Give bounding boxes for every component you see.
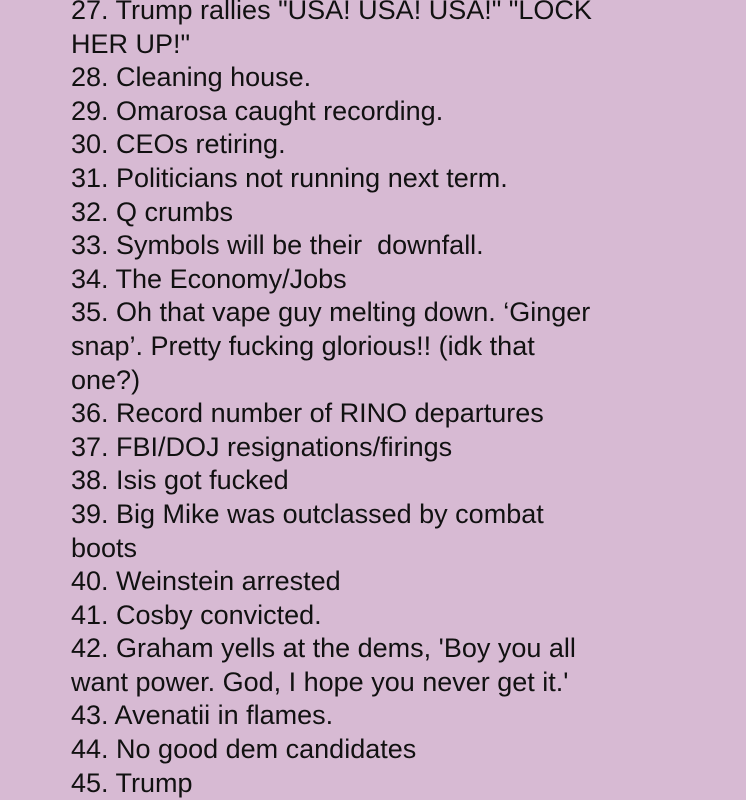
list-item-line: one?) <box>71 364 141 395</box>
list-item-line: 42. Graham yells at the dems, 'Boy you all <box>71 633 576 664</box>
list-item <box>71 599 671 633</box>
list-item-line: 29. Omarosa caught recording. <box>71 95 444 126</box>
numbered-list <box>71 0 671 800</box>
list-item <box>71 565 671 599</box>
list-item <box>71 296 671 397</box>
list-item-line: boots <box>71 532 138 563</box>
list-item-line: 36. Record number of RINO departures <box>71 398 544 429</box>
list-item <box>71 397 671 431</box>
list-item-line: 34. The Economy/Jobs <box>71 263 347 294</box>
list-item <box>71 95 671 129</box>
list-item-line: 31. Politicians not running next term. <box>71 162 508 193</box>
list-item <box>71 632 671 699</box>
list-item-line: HER UP!" <box>71 28 191 59</box>
list-item <box>71 229 671 263</box>
list-item-line: 35. Oh that vape guy melting down. ‘Ginger <box>71 297 591 328</box>
list-item-line: 28. Cleaning house. <box>71 62 312 93</box>
list-item <box>71 128 671 162</box>
list-item <box>71 767 671 800</box>
list-item <box>71 733 671 767</box>
list-item-line: 30. CEOs retiring. <box>71 129 286 160</box>
list-item <box>71 498 671 565</box>
list-item <box>71 431 671 465</box>
list-item <box>71 196 671 230</box>
list-item-line: 39. Big Mike was outclassed by combat <box>71 498 544 529</box>
list-item-line: 32. Q crumbs <box>71 196 234 227</box>
list-item-line: 40. Weinstein arrested <box>71 566 341 597</box>
list-item-line: 33. Symbols will be their downfall. <box>71 230 484 261</box>
list-item-line: want power. God, I hope you never get it.' <box>71 666 569 697</box>
list-item-line: 44. No good dem candidates <box>71 734 417 765</box>
list-item-line: snap’. Pretty fucking glorious!! (idk that <box>71 330 535 361</box>
list-item-line: 27. Trump rallies "USA! USA! USA!" "LOCK <box>71 0 592 25</box>
list-item-line: 45. Trump <box>71 767 193 798</box>
list-item <box>71 464 671 498</box>
list-item <box>71 263 671 297</box>
list-item <box>71 162 671 196</box>
list-item <box>71 699 671 733</box>
list-item <box>71 61 671 95</box>
list-item-line: 43. Avenatii in flames. <box>71 700 334 731</box>
list-item-line: 37. FBI/DOJ resignations/firings <box>71 431 453 462</box>
list-item-line: 38. Isis got fucked <box>71 465 289 496</box>
list-item-line: 41. Cosby convicted. <box>71 599 322 630</box>
list-item <box>71 0 671 61</box>
